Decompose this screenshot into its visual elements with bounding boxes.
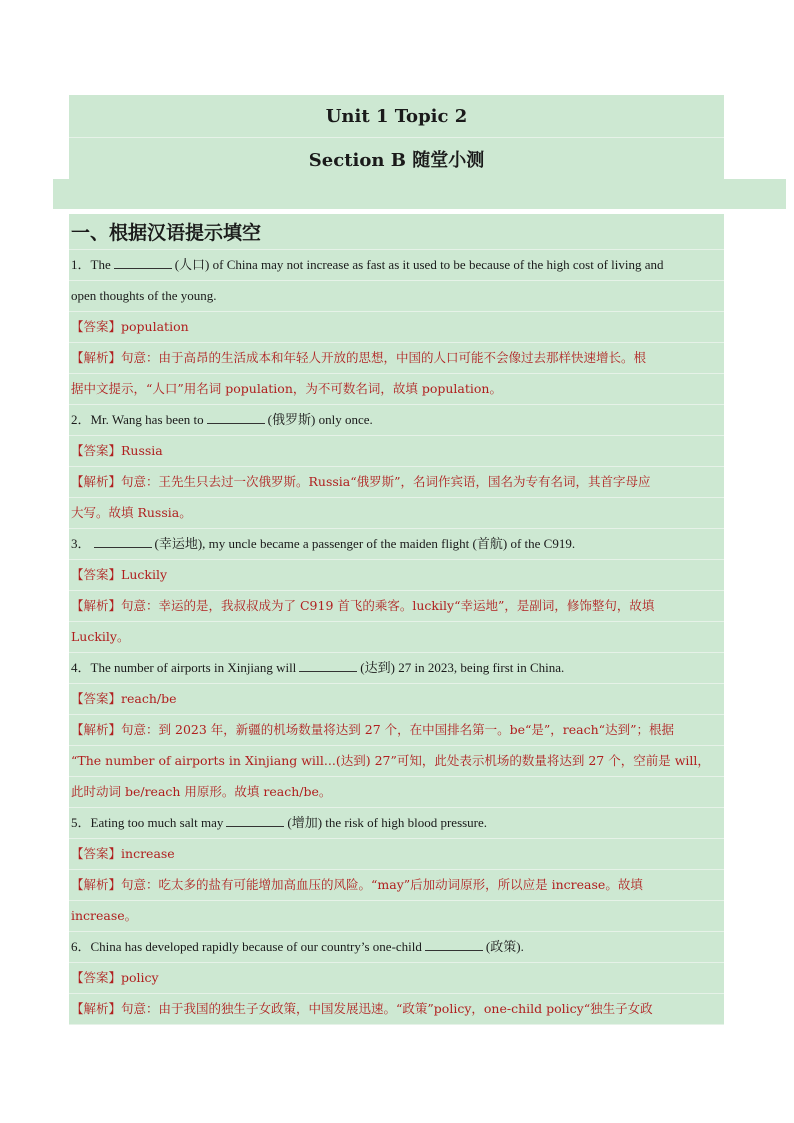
question-6: 6．China has developed rapidly because of our country’s one-child (政策).	[69, 932, 724, 963]
analysis-3: 【解析】句意：幸运的是，我叔叔成为了 C919 首飞的乘客。luckily“幸运地”，是副词，修饰整句，故填	[69, 591, 724, 622]
analysis-5-cont: increase。	[69, 901, 724, 932]
document-title: Unit 1 Topic 2	[69, 95, 724, 138]
question-4: 4．The number of airports in Xinjiang will (达到) 27 in 2023, being first in China.	[69, 653, 724, 684]
analysis-4-cont: “The number of airports in Xinjiang will...(达到) 27”可知，此处表示机场的数量将达到 27 个，空前是 will，	[69, 746, 724, 777]
answer-blank	[94, 535, 152, 548]
answer-blank	[226, 814, 284, 827]
answer-blank	[299, 659, 357, 672]
section-heading: 一、根据汉语提示填空	[69, 214, 724, 250]
answer-2: 【答案】Russia	[69, 436, 724, 467]
analysis-1: 【解析】句意：由于高昂的生活成本和年轻人开放的思想，中国的人口可能不会像过去那样快速增长。根	[69, 343, 724, 374]
document-subtitle: Section B 随堂小测	[69, 138, 724, 181]
answer-6: 【答案】policy	[69, 963, 724, 994]
header-band	[53, 179, 786, 209]
analysis-4: 【解析】句意：到 2023 年，新疆的机场数量将达到 27 个，在中国排名第一。be“是”，reach“达到”；根据	[69, 715, 724, 746]
answer-3: 【答案】Luckily	[69, 560, 724, 591]
question-3: 3． (幸运地), my uncle became a passenger of the maiden flight (首航) of the C919.	[69, 529, 724, 560]
exercise-content	[69, 214, 724, 1025]
question-1-cont: open thoughts of the young.	[69, 281, 724, 312]
answer-1: 【答案】population	[69, 312, 724, 343]
question-2: 2．Mr. Wang has been to (俄罗斯) only once.	[69, 405, 724, 436]
analysis-1-cont: 据中文提示，“人口”用名词 population，为不可数名词，故填 population。	[69, 374, 724, 405]
answer-blank	[114, 256, 172, 269]
analysis-4-cont-2: 此时动词 be/reach 用原形。故填 reach/be。	[69, 777, 724, 808]
analysis-6: 【解析】句意：由于我国的独生子女政策，中国发展迅速。“政策”policy，one-child policy“独生子女政	[69, 994, 724, 1025]
question-5: 5．Eating too much salt may (增加) the risk of high blood pressure.	[69, 808, 724, 839]
analysis-2-cont: 大写。故填 Russia。	[69, 498, 724, 529]
answer-5: 【答案】increase	[69, 839, 724, 870]
answer-4: 【答案】reach/be	[69, 684, 724, 715]
answer-blank	[425, 938, 483, 951]
analysis-5: 【解析】句意：吃太多的盐有可能增加高血压的风险。“may”后加动词原形，所以应是 increase。故填	[69, 870, 724, 901]
analysis-2: 【解析】句意：王先生只去过一次俄罗斯。Russia“俄罗斯”，名词作宾语，国名为专有名词，其首字母应	[69, 467, 724, 498]
answer-blank	[207, 411, 265, 424]
title-block	[69, 95, 724, 181]
analysis-3-cont: Luckily。	[69, 622, 724, 653]
question-1: 1．The (人口) of China may not increase as fast as it used to be because of the high cost of living and	[69, 250, 724, 281]
